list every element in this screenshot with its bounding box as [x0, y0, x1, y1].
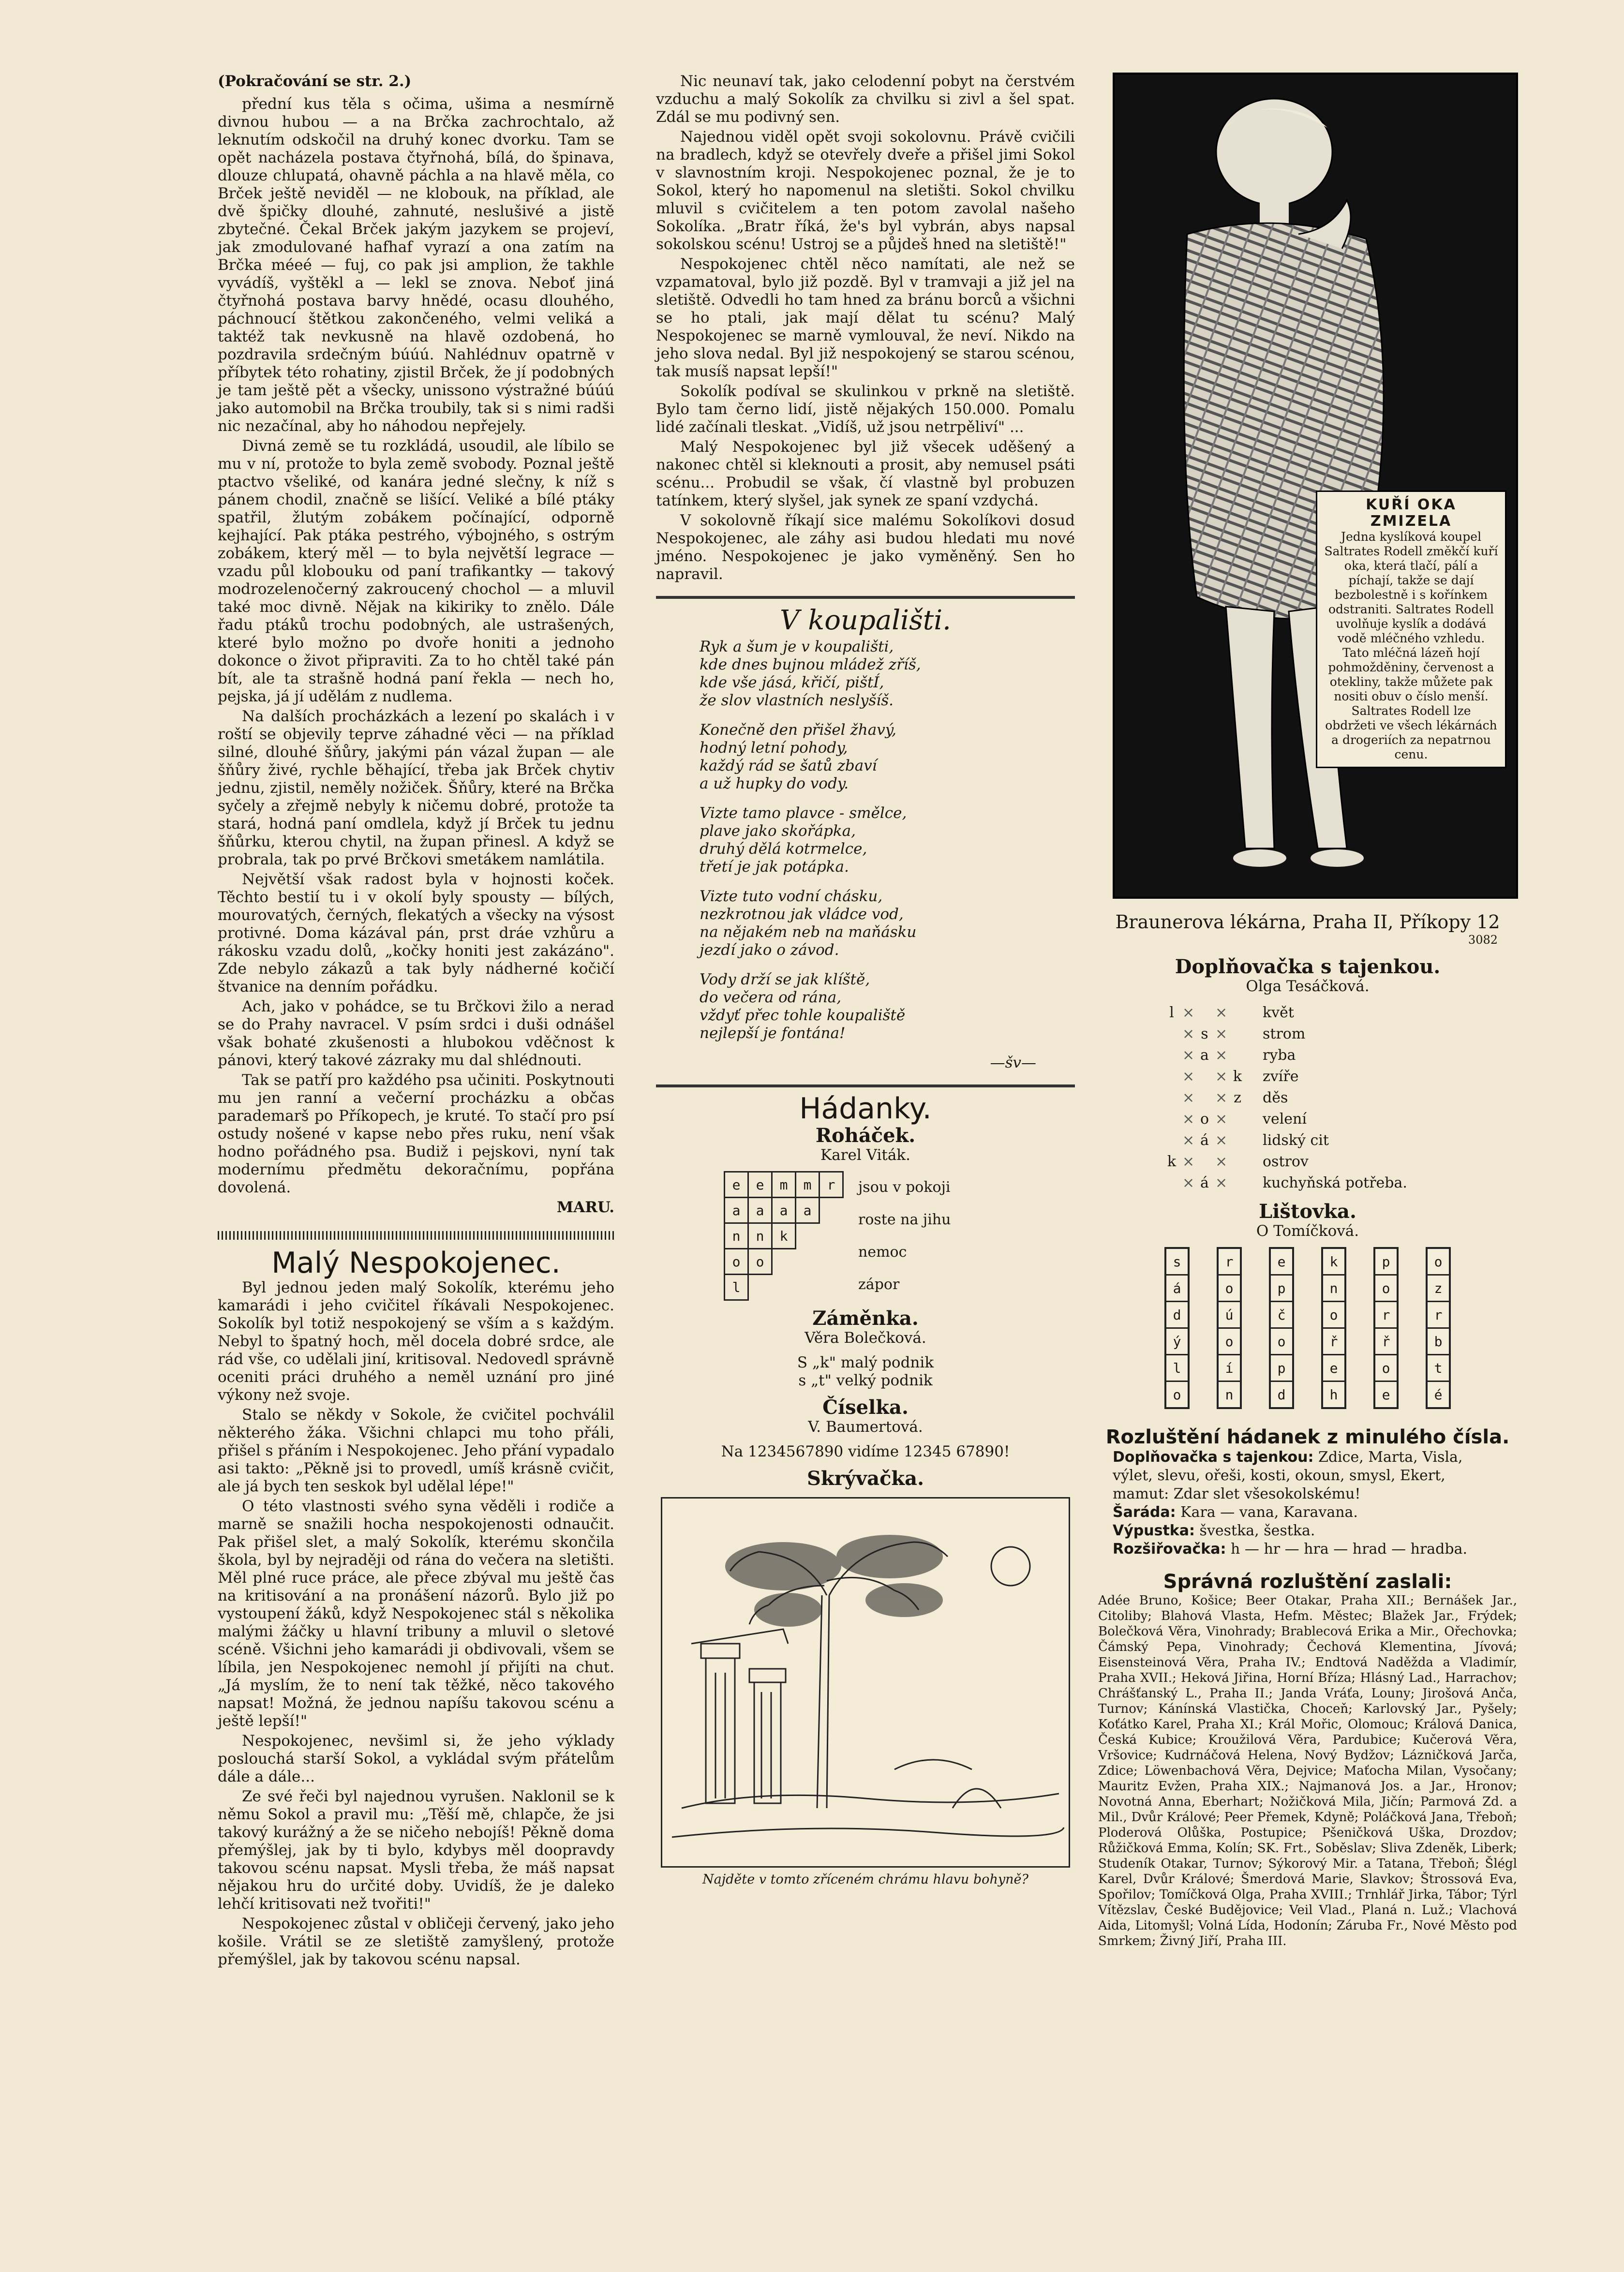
- doplnovacka-cell: [1194, 1002, 1215, 1024]
- doplnovacka-cell: l: [1169, 1004, 1174, 1021]
- ciselka-author: V. Baumertová.: [808, 1418, 923, 1436]
- doplnovacka-cell: [1194, 1151, 1215, 1173]
- grid-cell: e: [725, 1172, 748, 1198]
- solution-label: Výpustka:: [1113, 1522, 1195, 1539]
- doplnovacka-cell: [1161, 1087, 1182, 1109]
- poem-line: a už hupky do vody.: [700, 775, 849, 792]
- doplnovacka-title: Doplňovačka s tajenkou.: [1175, 955, 1441, 978]
- listovka-cell: d: [1271, 1382, 1292, 1407]
- doplnovacka-cell: [1227, 1002, 1248, 1024]
- doplnovacka-clue: strom: [1263, 1025, 1306, 1042]
- poem-line: do večera od rána,: [700, 989, 842, 1006]
- listovka-cell: z: [1428, 1276, 1449, 1302]
- rohacek-grid: [724, 1171, 844, 1301]
- zamenka-line: S „k" malý podnik: [797, 1354, 934, 1371]
- doplnovacka-author: Olga Tesáčková.: [1246, 978, 1370, 995]
- poem-title: V koupališti.: [780, 605, 951, 636]
- doplnovacka-row: [1161, 1066, 1517, 1087]
- riddles-title: Hádanky.: [799, 1092, 932, 1126]
- poem-line: hodný letní pohody,: [700, 739, 848, 757]
- grid-cell: k: [772, 1223, 796, 1249]
- doplnovacka-cell: [1161, 1109, 1182, 1130]
- cross-mark: ×: [1215, 1174, 1228, 1191]
- listovka-cell: r: [1375, 1302, 1397, 1329]
- cross-mark: ×: [1182, 1068, 1195, 1085]
- rohacek-clue: nemoc: [858, 1244, 907, 1261]
- grid-cell: [819, 1275, 843, 1300]
- listovka-cell: č: [1271, 1302, 1292, 1329]
- poem-line: Ryk a šum je v koupališti,: [700, 638, 894, 655]
- cross-mark: ×: [1215, 1068, 1228, 1085]
- paragraph: Nespokojenec, nevšiml si, že jeho výklady poslouchá starší Sokol, a vykládal svým přátelům dále a dále...: [218, 1732, 614, 1785]
- skryvacka-caption: Najděte v tomto zříceném chrámu hlavu bohyně?: [702, 1872, 1028, 1887]
- listovka-author: O Tomíčková.: [1256, 1222, 1359, 1240]
- grid-cell: n: [748, 1223, 772, 1249]
- listovka-cell: ř: [1375, 1329, 1397, 1355]
- listovka-cell: é: [1428, 1382, 1449, 1407]
- grid-cell: n: [725, 1223, 748, 1249]
- poem-line: nejlepší je fontána!: [700, 1025, 846, 1042]
- doplnovacka-cell: [1161, 1130, 1182, 1151]
- solution-text: Zdice, Marta, Visla, výlet, slevu, ořeši, kosti, okoun, smysl, Ekert, mamut: Zdar slet všesokolskému!: [1113, 1449, 1463, 1502]
- doplnovacka-clue: ryba: [1263, 1047, 1296, 1064]
- ciselka-text: Na 1234567890 vidíme 12345 67890!: [721, 1443, 1010, 1460]
- listovka-cell: b: [1428, 1329, 1449, 1355]
- senders-list: Adée Bruno, Košice; Beer Otakar, Praha XII.; Bernášek Jar., Citoliby; Blahová Vlasta, Hefm. Městec; Blažek Jar., Frýdek; Bolečková Věra, Vinohrady; Brablecová Erika a Mir., Ořechovka; Čámský Pepa, Vinohrady; Čechová Klementina, Jívová; Eisensteinová Věra, Praha IV.; Endtová Naděžda a Vladimír, Praha XVII.; Heková Jiřina, Horní Bříza; Hlásný Lad., Harrachov; Chrášťanský L., Praha II.; Janda Vráťa, Louny; Jirošová Anča, Turnov; Kánínská Vlastička, Choceň; Karlovský Jar., Pyšely; Koťátko Karel, Praha XI.; Král Mořic, Olomouc; Králová Danica, Česká Kubice; Kroužilová Věra, Pardubice; Kučerová Věra, Vršovice; Kudrnáčová Helena, Nový Bydžov; Lázničková Jarča, Zdice; Löwenbachová Věra, Dejvice; Maťocha Milan, Vysočany; Mauritz Evžen, Praha XIX.; Najmanová Jos. a Jar., Hronov; Novotná Anna, Eberhart; Nožičková Mila, Jičín; Parmová Zd. a Mil., Dvůr Králové; Peer Přemek, Kdyně; Poláčková Jana, Třeboň; Ploderová Olůška, Postupice; Pšeničková Uška, Drozdov; Růžičková Emma, Kolín; SK. Frt., Soběslav; Sliva Zdeněk, Liberk; Studeník Otakar, Turnov; Sýkorový Mir. a Tatana, Třeboň; Šlégl Karel, Dvůr Králové; Šmerdová Marie, Slavkov; Štrossová Eva, Spořilov; Tomíčková Olga, Praha XVIII.; Trnhlář Jirka, Tábor; Týrl Vítězslav, České Budějovice; Veil Vlad., Planá n. Luž.; Vlachová Aida, Litomyšl; Volná Lída, Hodonín; Záruba Fr., Nové Město pod Smrkem; Živný Jiří, Praha III.: [1098, 1593, 1517, 1948]
- listovka-cell: ú: [1219, 1302, 1240, 1329]
- paragraph: Tak se patří pro každého psa učiniti. Poskytnouti mu jen ranní a večerní procházku a občas parademarš po Příkopech, je kruté. To stačí pro psí ostudy nošené v kapse nebo přes ruku, není však hodno pořádného psa. Budiž i pejskovi, nyní tak modernímu předmětu dekoračnímu, popřána dovolená.: [218, 1071, 614, 1196]
- doplnovacka-cell: á: [1200, 1174, 1209, 1191]
- doplnovacka-clue: děs: [1263, 1089, 1288, 1106]
- solution-item: [1113, 1448, 1503, 1503]
- listovka-cell: e: [1323, 1355, 1344, 1382]
- grid-cell: [796, 1249, 819, 1275]
- poem-line: že slov vlastních neslyšíš.: [700, 692, 894, 709]
- solution-item: [1113, 1540, 1503, 1559]
- cross-mark: ×: [1215, 1089, 1228, 1106]
- grid-cell: a: [772, 1198, 796, 1223]
- grid-cell: a: [748, 1198, 772, 1223]
- listovka-column: [1164, 1247, 1190, 1409]
- listovka-cell: o: [1428, 1249, 1449, 1276]
- skryvacka-title: Skrývačka.: [807, 1467, 924, 1490]
- listovka-cell: h: [1323, 1382, 1344, 1407]
- cross-mark: ×: [1215, 1153, 1228, 1170]
- grid-cell: [819, 1198, 843, 1223]
- solution-label: Šaráda:: [1113, 1504, 1176, 1521]
- grid-cell: [772, 1249, 796, 1275]
- column-left: [218, 73, 614, 1971]
- grid-cell: a: [796, 1198, 819, 1223]
- ad-textbox: [1316, 490, 1506, 768]
- poem-stanza: [700, 888, 1075, 959]
- doplnovacka-row: [1161, 1109, 1517, 1130]
- doplnovacka-row: [1161, 1002, 1517, 1024]
- story-signature: MARU.: [556, 1199, 614, 1216]
- listovka-cell: e: [1271, 1249, 1292, 1276]
- paragraph: Najednou viděl opět svoji sokolovnu. Právě cvičili na bradlech, když se otevřely dveře a přišel jimi Sokol v slavnostním kroji. Nespokojenec poznal, že je to Sokol, který ho napomenul na sletišti. Sokol chvilku mluvil s cvičitelem a ten potom zavolal našeho Sokolíka. „Bratr říká, že's byl vybrán, abys napsal sokolskou scénu! Ustroj se a půjdeš hned na sletiště!": [656, 128, 1075, 253]
- listovka-cell: p: [1271, 1355, 1292, 1382]
- poem-line: druhý dělá kotrmelce,: [700, 840, 867, 858]
- doplnovacka-cell: [1227, 1109, 1248, 1130]
- cross-mark: ×: [1182, 1089, 1195, 1106]
- listovka-column: [1217, 1247, 1242, 1409]
- listovka-cell: t: [1428, 1355, 1449, 1382]
- listovka-cell: s: [1166, 1249, 1188, 1276]
- story-title-nespokojenec: Malý Nespokojenec.: [271, 1246, 561, 1280]
- listovka-cell: ý: [1166, 1329, 1188, 1355]
- grid-cell: [796, 1223, 819, 1249]
- poem-line: kde vše jásá, křičí, pištÍ,: [700, 674, 884, 691]
- poem-line: na nějakém neb na maňásku: [700, 923, 917, 941]
- rohacek-clue: jsou v pokoji: [858, 1179, 951, 1196]
- grid-cell: [796, 1275, 819, 1300]
- poem-line: Vizte tamo plavce - smělce,: [700, 804, 907, 822]
- doplnovacka-cell: k: [1233, 1068, 1242, 1085]
- paragraph: Největší však radost byla v hojnosti koček. Těchto bestií tu i v okolí byly spousty — bílých, mourovatých, černých, flekatých a všecky na výsost protivné. Doma kázával pán, prst dráe vzhůru a rákosku vzadu dolů, „kočky honiti jest zakázáno". Zde nebylo zákazů a tak byly nádherné kočičí štvanice na denním pořádku.: [218, 871, 614, 995]
- paragraph: V sokolovně říkají sice malému Sokolíkovi dosud Nespokojenec, ale záhy asi budou hledati mu nové jméno. Nespokojenec je jako vyměněný. Sen ho napravil.: [656, 512, 1075, 583]
- listovka-cell: o: [1323, 1302, 1344, 1329]
- doplnovacka-cell: o: [1200, 1111, 1209, 1128]
- doplnovacka-cell: [1161, 1024, 1182, 1045]
- poem-body: [656, 638, 1075, 1042]
- ruined-temple-illustration: [662, 1499, 1069, 1866]
- doplnovacka-row: [1161, 1151, 1517, 1173]
- listovka-cell: ř: [1323, 1329, 1344, 1355]
- grid-cell: [748, 1275, 772, 1300]
- solution-item: [1113, 1522, 1503, 1540]
- solution-label: Rozšiřovačka:: [1113, 1541, 1226, 1558]
- doplnovacka-row: [1161, 1024, 1517, 1045]
- zamenka-author: Věra Bolečková.: [805, 1329, 926, 1347]
- listovka-column: [1373, 1247, 1399, 1409]
- listovka-cell: o: [1375, 1276, 1397, 1302]
- hatched-divider: [218, 1231, 614, 1240]
- poem-line: nezkrotnou jak vládce vod,: [700, 906, 904, 923]
- doplnovacka-cell: z: [1234, 1089, 1241, 1106]
- paragraph: Malý Nespokojenec byl již všecek uděšený a nakonec chtěl si kleknouti a prosit, aby nemusel psáti scénu... Probudil se však, čí vlastně byl probuzen tatínkem, který slyšel, jak synek ze spaní vzdychá.: [656, 438, 1075, 509]
- rohacek-clue: roste na jihu: [858, 1211, 951, 1228]
- paragraph: Byl jednou jeden malý Sokolík, kterému jeho kamarádi i jeho cvičitel říkávali Nespokojenec. Sokolík byl totiž nespokojený se vším a s každým. Nebyl to špatný hoch, měl docela dobré srdce, ale rád vše, co udělali jiní, kritisoval. Nedovedl správně oceniti práci druhého a neměl uznání pro jiné výkony než svoje.: [218, 1279, 614, 1404]
- poem-line: plave jako skořápka,: [700, 822, 856, 840]
- rohacek-title: Roháček.: [815, 1124, 916, 1147]
- cross-mark: ×: [1182, 1174, 1195, 1191]
- solutions-title: Rozluštění hádanek z minulého čísla.: [1105, 1426, 1510, 1448]
- grid-cell: e: [748, 1172, 772, 1198]
- paragraph: Divná země se tu rozkládá, usoudil, ale líbilo se mu v ní, protože to byla země svobody. Poznal ještě ptactvo všeliké, od kanára jedné slečny, k níž s pánem chodil, značně se lišící. Veliké a bílé ptáky spatřil, žlutým zobákem počínající, odporně kejhající. Pak ptáka pestrého, výbojného, s ostrým zobákem, který měl — to byla největší legrace — vzadu půl klobouku od paní trafikantky — takový modrozelenočerný zakroucený chochol — a mluvil také moc divně. Nějak na kikiriky to znělo. Dále řadu ptáků trochu podobných, ale ustrašených, které bylo možno po dvoře honiti a jednoho dokonce o život připraviti. Za to ho chtěl také pán bít, ale ta strašně hodná paní řekla — nech ho, pejska, já jí udělám z nudlema.: [218, 437, 614, 705]
- paragraph: přední kus těla s očima, ušima a nesmírně divnou hubou — a na Brčka zachrochtalo, až leknutím odskočil na druhý konec dvorku. Tam se opět nacházela postava čtyřnohá, bílá, do špinava, dlouze chlupatá, ohavně páchla a na hlavě měla, co Brček ještě neviděl — ne klobouk, na příklad, ale dvě špičky dlouhé, zahnuté, neslušivé a jistě zbytečné. Čekal Brček jakým jazykem se projeví, jak zmodulované hafhaf vyrazí a ona zatím na Brčka méeé — fuj, co pak jsi amplion, že takhle vyvádíš, vyštěkl a — lekl se znova. Neboť jiná čtyřnohá postava barvy hnědé, ocasu dlouhého, páchnoucí štětkou zakončeného, velmi veliká a taktéž tak nevkusně na hlavě ozdobená, ho pozdravila srdečným búúú. Nahlédnuv opatrně v příbytek této rohatiny, zjistil Brček, že jí podobných je tam ještě pět a všecky, unissono výstražné búúú jako automobil na Brčka troubily, tak si s nimi radši nic nezačínal, aby ho náhodou nepřejely.: [218, 95, 614, 435]
- doplnovacka-cell: a: [1200, 1047, 1209, 1064]
- story-brcek: [218, 95, 614, 1197]
- doplnovacka-row: [1161, 1045, 1517, 1066]
- grid-cell: r: [819, 1172, 843, 1198]
- ad-code: 3082: [1468, 933, 1498, 947]
- poem-line: Konečně den přišel žhavý,: [700, 721, 896, 739]
- grid-cell: o: [748, 1249, 772, 1275]
- doplnovacka-cell: k: [1167, 1153, 1177, 1170]
- solution-item: [1113, 1503, 1503, 1522]
- doplnovacka-cell: [1194, 1066, 1215, 1087]
- ad-heading: ZMIZELA: [1370, 513, 1452, 530]
- zamenka-title: Záměnka.: [812, 1307, 919, 1330]
- ciselka-title: Číselka.: [822, 1396, 909, 1419]
- story-nespokojenec-continued: [656, 73, 1075, 583]
- paragraph: Ach, jako v pohádce, se tu Brčkovi žilo a nerad se do Prahy navracel. V psím srdci i duši odnášel však bohaté zkušenosti a hlubokou vděčnost k pánovi, který takové zázraky mu dal shlédnouti.: [218, 998, 614, 1069]
- divider: [656, 1084, 1075, 1087]
- cross-mark: ×: [1215, 1132, 1228, 1149]
- doplnovacka-row: [1161, 1130, 1517, 1151]
- doplnovacka-row: [1161, 1087, 1517, 1109]
- doplnovacka-clue: květ: [1263, 1004, 1294, 1021]
- doplnovacka-clue: zvíře: [1263, 1068, 1299, 1085]
- cross-mark: ×: [1182, 1132, 1195, 1149]
- poem-line: Vizte tuto vodní chásku,: [700, 888, 883, 905]
- listovka-cell: k: [1323, 1249, 1344, 1276]
- doplnovacka-clue: kuchyňská potřeba.: [1263, 1174, 1407, 1191]
- listovka-cell: o: [1271, 1329, 1292, 1355]
- doplnovacka-cell: [1161, 1066, 1182, 1087]
- listovka-cell: o: [1219, 1329, 1240, 1355]
- cross-mark: ×: [1182, 1025, 1195, 1042]
- doplnovacka-cell: [1227, 1130, 1248, 1151]
- grid-cell: l: [725, 1275, 748, 1300]
- paragraph: Nespokojenec chtěl něco namítati, ale než se vzpamatoval, bylo již pozdě. Byl v tramvaji a již jel na sletiště. Odvedli ho tam hned za bránu borců a všichni se ho ptali, jak mají dělat tu scénu? Malý Nespokojenec se marně vymlouval, že neví. Nikdo na jeho slova nedal. Byl již nespokojený se starou scénou, tak musíš napsat lepší!": [656, 255, 1075, 380]
- poem-signature: —šv—: [990, 1054, 1036, 1071]
- doplnovacka-cell: [1161, 1045, 1182, 1066]
- grid-cell: a: [725, 1198, 748, 1223]
- bathing-woman-illustration: [1115, 74, 1516, 897]
- column-middle: [656, 73, 1075, 1888]
- paragraph: Na dalších procházkách a lezení po skalách i v roští se objevily teprve záhadné věci — na příklad silné, dlouhé šňůry, jakými pán vázal župan — ale šňůry živé, rychle běhající, třeba jak Brček chytiv jednu, zjistil, neměly nožiček. Šňůry, které na Brčka syčely a zřejmě nebyly k ničemu dobré, protože ta stará, hodná paní omdlela, když jí Brček tu jednu šňůrku, kterou chytil, na župan přinesl. A když se probrala, tak po prvé Brčkovi smetákem namlátila.: [218, 708, 614, 868]
- poem-line: Vody drží se jak klíště,: [700, 971, 870, 988]
- cross-mark: ×: [1182, 1111, 1195, 1128]
- poem-line: jezdí jako o závod.: [700, 941, 839, 959]
- listovka-cell: r: [1219, 1249, 1240, 1276]
- poem-stanza: [700, 721, 1075, 793]
- doplnovacka-cell: [1227, 1173, 1248, 1194]
- poem-line: kde dnes bujnou mládež zříš,: [700, 656, 921, 673]
- rohacek-author: Karel Viták.: [820, 1146, 910, 1164]
- continuation-note: (Pokračování se str. 2.): [218, 73, 412, 90]
- zamenka-line: s „t" velký podnik: [798, 1372, 933, 1389]
- paragraph: Sokolík podíval se skulinkou v prkně na sletiště. Bylo tam černo lidí, jistě nějakých 150.000. Pomalu lidé začínali tleskat. „Vidíš, už jsou netrpěliví" ...: [656, 383, 1075, 436]
- listovka-column: [1269, 1247, 1294, 1409]
- paragraph: Nic neunaví tak, jako celodenní pobyt na čerstvém vzduchu a malý Sokolík za chvilku si zivl a šel spat. Zdál se mu podivný sen.: [656, 73, 1075, 126]
- solutions-list: [1098, 1448, 1517, 1559]
- listovka-cell: í: [1219, 1355, 1240, 1382]
- cross-mark: ×: [1182, 1047, 1195, 1064]
- rohacek-clues: [858, 1171, 951, 1301]
- poem-line: vždyť přec tohle koupaliště: [700, 1007, 906, 1024]
- listovka-cell: d: [1166, 1302, 1188, 1329]
- poem-stanza: [700, 638, 1075, 710]
- ruined-temple-picture: [661, 1497, 1070, 1868]
- cross-mark: ×: [1215, 1004, 1228, 1021]
- listovka-column: [1321, 1247, 1346, 1409]
- grid-cell: m: [772, 1172, 796, 1198]
- ad-body: Jedna kyslíková koupel Saltrates Rodell změkčí kuří oka, která tlačí, pálí a píchají, takže se dají bezbolestně i s kořínkem odstraniti. Saltrates Rodell uvolňuje kyslík a dodává vodě mléčného vzhledu. Tato mléčná lázeň hojí pohmožděniny, červenost a otekliny, takže můžete pak nositi obuv o číslo menší. Saltrates Rodell lze obdržeti ve všech lékárnách a drogeriích za nepatrnou cenu.: [1324, 530, 1498, 761]
- rohacek-puzzle: [724, 1171, 1075, 1301]
- doplnovacka-clue: lidský cit: [1263, 1132, 1329, 1149]
- saltrates-advertisement: [1113, 73, 1518, 899]
- grid-cell: [819, 1223, 843, 1249]
- doplnovacka-cell: [1227, 1045, 1248, 1066]
- doplnovacka-cell: s: [1201, 1025, 1208, 1042]
- senders-title: Správná rozluštění zaslali:: [1163, 1571, 1452, 1593]
- listovka-cell: n: [1323, 1276, 1344, 1302]
- story-nespokojenec: [218, 1279, 614, 1969]
- poem-line: třetí je jak potápka.: [700, 858, 849, 876]
- paragraph: Ze své řeči byl najednou vyrušen. Naklonil se k němu Sokol a pravil mu: „Těší mě, chlapče, že jsi takový kurážný a že se ničeho nebojíš! Pěkně doma přemýšlej, jak by ti bylo, kdybys měl doopravdy takovou scénu napsat. Mysli třeba, že máš napsat nějakou hru do určité doby. Uvidíš, že je daleko lehčí kritisovati než tvořiti!": [218, 1788, 614, 1913]
- doplnovacka-cell: [1161, 1173, 1182, 1194]
- doplnovacka-cell: [1227, 1151, 1248, 1173]
- cross-mark: ×: [1182, 1153, 1195, 1170]
- solution-text: h — hr — hra — hrad — hradba.: [1231, 1541, 1467, 1558]
- rohacek-clue: zápor: [858, 1276, 900, 1293]
- listovka-grid: [1098, 1247, 1517, 1409]
- paragraph: O této vlastnosti svého syna věděli i rodiče a marně se snažili hocha nespokojenosti odnaučit. Pak přišel slet, a malý Sokolík, kterému skončila škola, byl by nejraději od rána do večera na sletišti. Měl plné ruce práce, ale přece zbýval mu ještě čas na kritisování a na pronášení názorů. Bylo již po vystoupení žáků, když Nespokojenec stál s několika malými žáčky u hlavní tribuny a mluvil o sletové scéně. Všichni jeho kamarádi ji obdivovali, všem se líbila, jen Nespokojenec nemohl jí přijíti na chut. „Já myslím, že to není tak těžké, něco takového napsat! Možná, že jednou napíšu takovou scénu a ještě lepší!": [218, 1498, 614, 1730]
- paragraph: Stalo se někdy v Sokole, že cvičitel pochválil některého žáka. Všichni chlapci mu toho přáli, přišel s přáním i Nespokojenec. Jeho přání vypadalo asi takto: „Pěkně jsi to provedl, umíš krásně cvičit, ale já bych ten seskok byl udělal lépe!": [218, 1406, 614, 1495]
- listovka-cell: r: [1428, 1302, 1449, 1329]
- poem-line: každý rád se šatů zbaví: [700, 757, 877, 774]
- listovka-cell: o: [1166, 1382, 1188, 1407]
- listovka-cell: p: [1271, 1276, 1292, 1302]
- poem-stanza: [700, 804, 1075, 876]
- cross-mark: ×: [1215, 1111, 1228, 1128]
- cross-mark: ×: [1182, 1004, 1195, 1021]
- listovka-cell: á: [1166, 1276, 1188, 1302]
- grid-cell: o: [725, 1249, 748, 1275]
- cross-mark: ×: [1215, 1047, 1228, 1064]
- grid-cell: m: [796, 1172, 819, 1198]
- solution-text: švestka, šestka.: [1199, 1522, 1315, 1539]
- listovka-cell: p: [1375, 1249, 1397, 1276]
- listovka-cell: e: [1375, 1382, 1397, 1407]
- grid-cell: [819, 1249, 843, 1275]
- doplnovacka-cell: [1227, 1024, 1248, 1045]
- doplnovacka-clue: ostrov: [1263, 1153, 1309, 1170]
- ad-heading: KUŘÍ OKA: [1366, 496, 1457, 513]
- poem-stanza: [700, 971, 1075, 1042]
- solution-label: Doplňovačka s tajenkou:: [1113, 1449, 1314, 1466]
- solution-text: Kara — vana, Karavana.: [1180, 1504, 1358, 1521]
- listovka-cell: o: [1375, 1355, 1397, 1382]
- divider: [656, 596, 1075, 599]
- grid-cell: [772, 1275, 796, 1300]
- column-right: [1098, 73, 1517, 1949]
- doplnovacka-cell: [1194, 1087, 1215, 1109]
- doplnovacka-rows: [1161, 1002, 1517, 1194]
- doplnovacka-row: [1161, 1173, 1517, 1194]
- listovka-cell: o: [1219, 1276, 1240, 1302]
- listovka-column: [1426, 1247, 1451, 1409]
- paragraph: Nespokojenec zůstal v obličeji červený, jako jeho košile. Vrátil se ze sletiště zamyšlený, protože přemýšlel, jak by takovou scénu napsal.: [218, 1915, 614, 1968]
- listovka-cell: l: [1166, 1355, 1188, 1382]
- doplnovacka-cell: á: [1200, 1132, 1209, 1149]
- doplnovacka-clue: velení: [1263, 1111, 1307, 1128]
- cross-mark: ×: [1215, 1025, 1228, 1042]
- listovka-title: Lištovka.: [1259, 1200, 1356, 1223]
- listovka-cell: n: [1219, 1382, 1240, 1407]
- ad-footer: Braunerova lékárna, Praha II, Příkopy 12: [1115, 911, 1500, 933]
